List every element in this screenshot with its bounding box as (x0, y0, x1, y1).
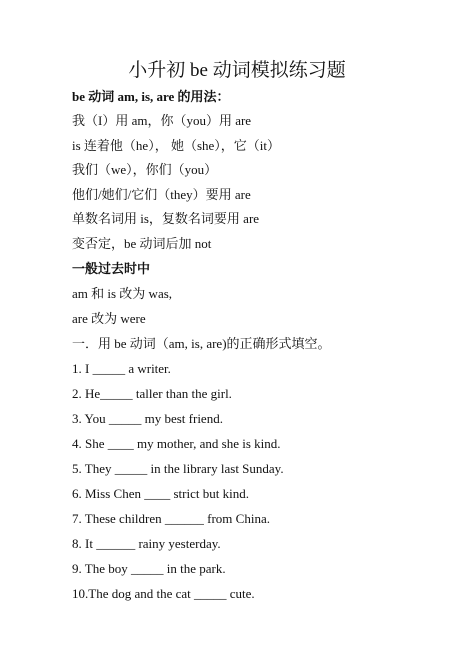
exercise-item-5: 5. They _____ in the library last Sunday. (72, 461, 284, 476)
exercise-item-8: 8. It ______ rainy yesterday. (72, 536, 221, 551)
exercise-item-2: 2. He_____ taller than the girl. (72, 386, 232, 401)
exercise-item-6: 6. Miss Chen ____ strict but kind. (72, 486, 249, 501)
exercise-instruction: 一．用 be 动词（am, is, are)的正确形式填空。 (72, 336, 331, 351)
exercise-item-3: 3. You _____ my best friend. (72, 411, 223, 426)
rule-line-6: 变否定，be 动词后加 not (72, 236, 212, 251)
exercise-item-9: 9. The boy _____ in the park. (72, 561, 226, 576)
past-line-2: are 改为 were (72, 311, 146, 326)
past-tense-heading: 一般过去时中 (72, 261, 151, 276)
exercise-item-7: 7. These children ______ from China. (72, 511, 270, 526)
rule-line-3: 我们（we），你们（you） (72, 162, 218, 177)
rule-line-4: 他们/她们/它们（they）要用 are (72, 187, 251, 202)
rule-line-5: 单数名词用 is，复数名词要用 are (72, 211, 260, 226)
past-line-1: am 和 is 改为 was, (72, 286, 173, 301)
rule-line-2: is 连着他（he）， 她（she），它（it） (72, 138, 280, 153)
exercise-item-1: 1. I _____ a writer. (72, 361, 171, 376)
rule-line-1: 我（I）用 am，你（you）用 are (72, 113, 252, 128)
page-title: 小升初 be 动词模拟练习题 (128, 60, 346, 81)
exercise-item-10: 10.The dog and the cat _____ cute. (72, 586, 255, 601)
exercise-item-4: 4. She ____ my mother, and she is kind. (72, 436, 281, 451)
rules-heading: be 动词 am, is, are 的用法： (72, 89, 230, 104)
